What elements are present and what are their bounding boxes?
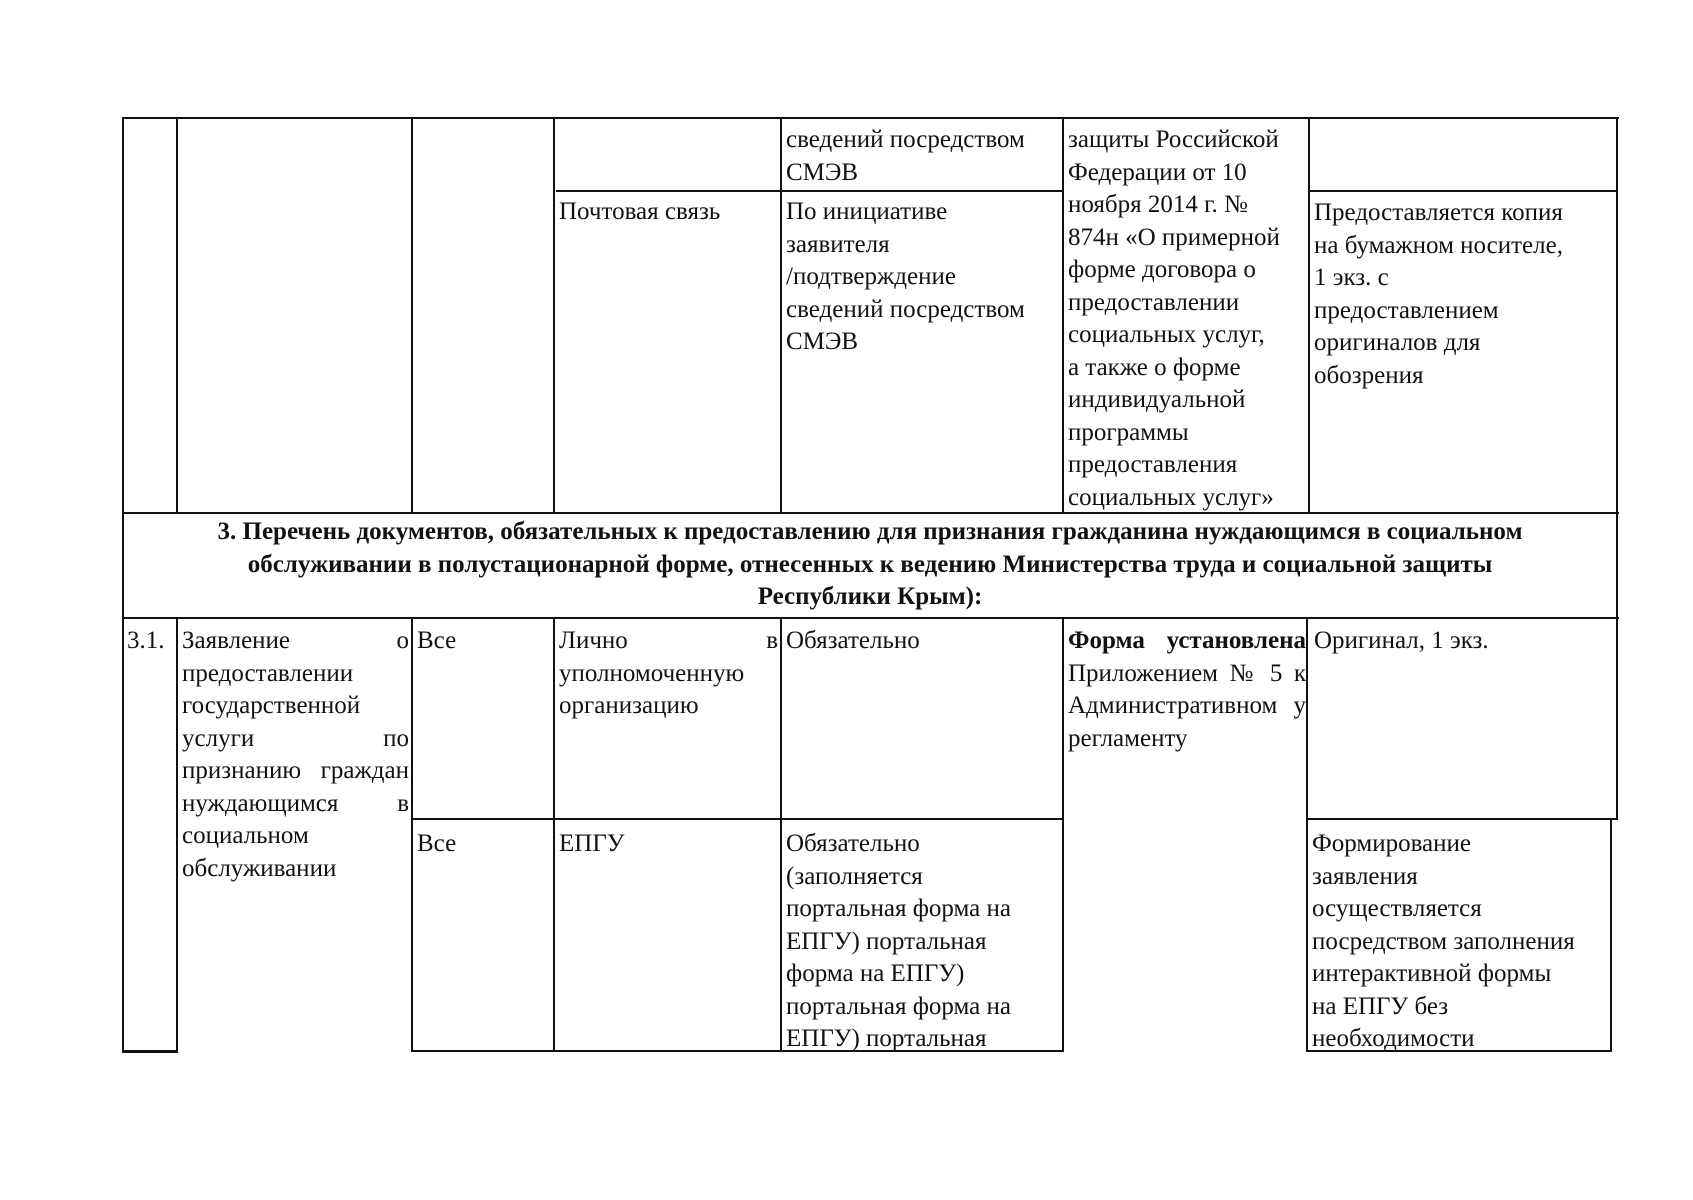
cell-confirmation-method: сведений посредством СМЭВ — [786, 126, 1025, 186]
cell-legal-basis: защиты Российской Федерации от 10 ноября 2014 г. № 874н «О примерной форме договора о предоставлении социальных услуг, а также о форме индивидуальной программы предоставления социальных услуг» — [1068, 126, 1280, 511]
column-divider — [1616, 512, 1618, 818]
form-note-emphasis: Форма установлена — [1068, 627, 1306, 654]
cell-submission-channel: Почтовая связь — [559, 198, 721, 225]
row-divider — [556, 190, 1064, 192]
cell-applicants: Все — [417, 627, 457, 654]
cell-applicants: Все — [417, 830, 457, 857]
column-divider — [553, 117, 555, 514]
table-border-bottom — [122, 1050, 177, 1053]
row-divider — [1310, 190, 1618, 192]
section-divider-top — [122, 512, 1619, 514]
cell-copy-requirement: Формирование заявления осуществляется посредством заполнения интерактивной формы на ЕПГУ без необходимости — [1312, 830, 1575, 1052]
column-divider — [1616, 117, 1618, 514]
section-heading: 3. Перечень документов, обязательных к предоставлению для признания гражданина нуждающимся в социальном обслуживании в полустационарной форме, отнесенных к ведению Министерства труда и социальной защиты Республики Крым): — [217, 518, 1523, 610]
cell-copy-requirement: Оригинал, 1 экз. — [1314, 627, 1489, 654]
cell-requirement: Обязательно — [786, 627, 920, 654]
row-divider — [413, 818, 1064, 820]
cell-document-name: Заявление о предоставлении государственной услуги по признанию граждан нуждающимся в социальном обслуживании — [182, 627, 409, 882]
cell-form-note: Форма установлена Приложением № 5 к Административном у регламенту — [1068, 627, 1306, 752]
cell-copy-requirement: Предоставляется копия на бумажном носителе, 1 экз. с предоставлением оригиналов для обозрения — [1314, 199, 1563, 389]
cell-submission-channel: ЕПГУ — [559, 830, 625, 857]
row-number: 3.1. — [127, 627, 165, 654]
cell-submission-channel: Лично в уполномоченную организацию — [559, 627, 778, 719]
cell-confirmation-method: По инициативе заявителя /подтверждение сведений посредством СМЭВ — [786, 198, 1025, 355]
table-border-top — [122, 117, 1619, 119]
column-divider — [122, 117, 124, 514]
column-divider — [176, 117, 178, 514]
row-divider — [1306, 818, 1618, 820]
section-divider-bottom — [122, 617, 1619, 619]
cell-requirement: Обязательно (заполняется портальная форма на ЕПГУ) портальная форма на ЕПГУ) портальная форма на ЕПГУ) портальная — [786, 830, 1011, 1052]
column-divider — [411, 117, 413, 514]
column-divider — [1610, 818, 1612, 1052]
